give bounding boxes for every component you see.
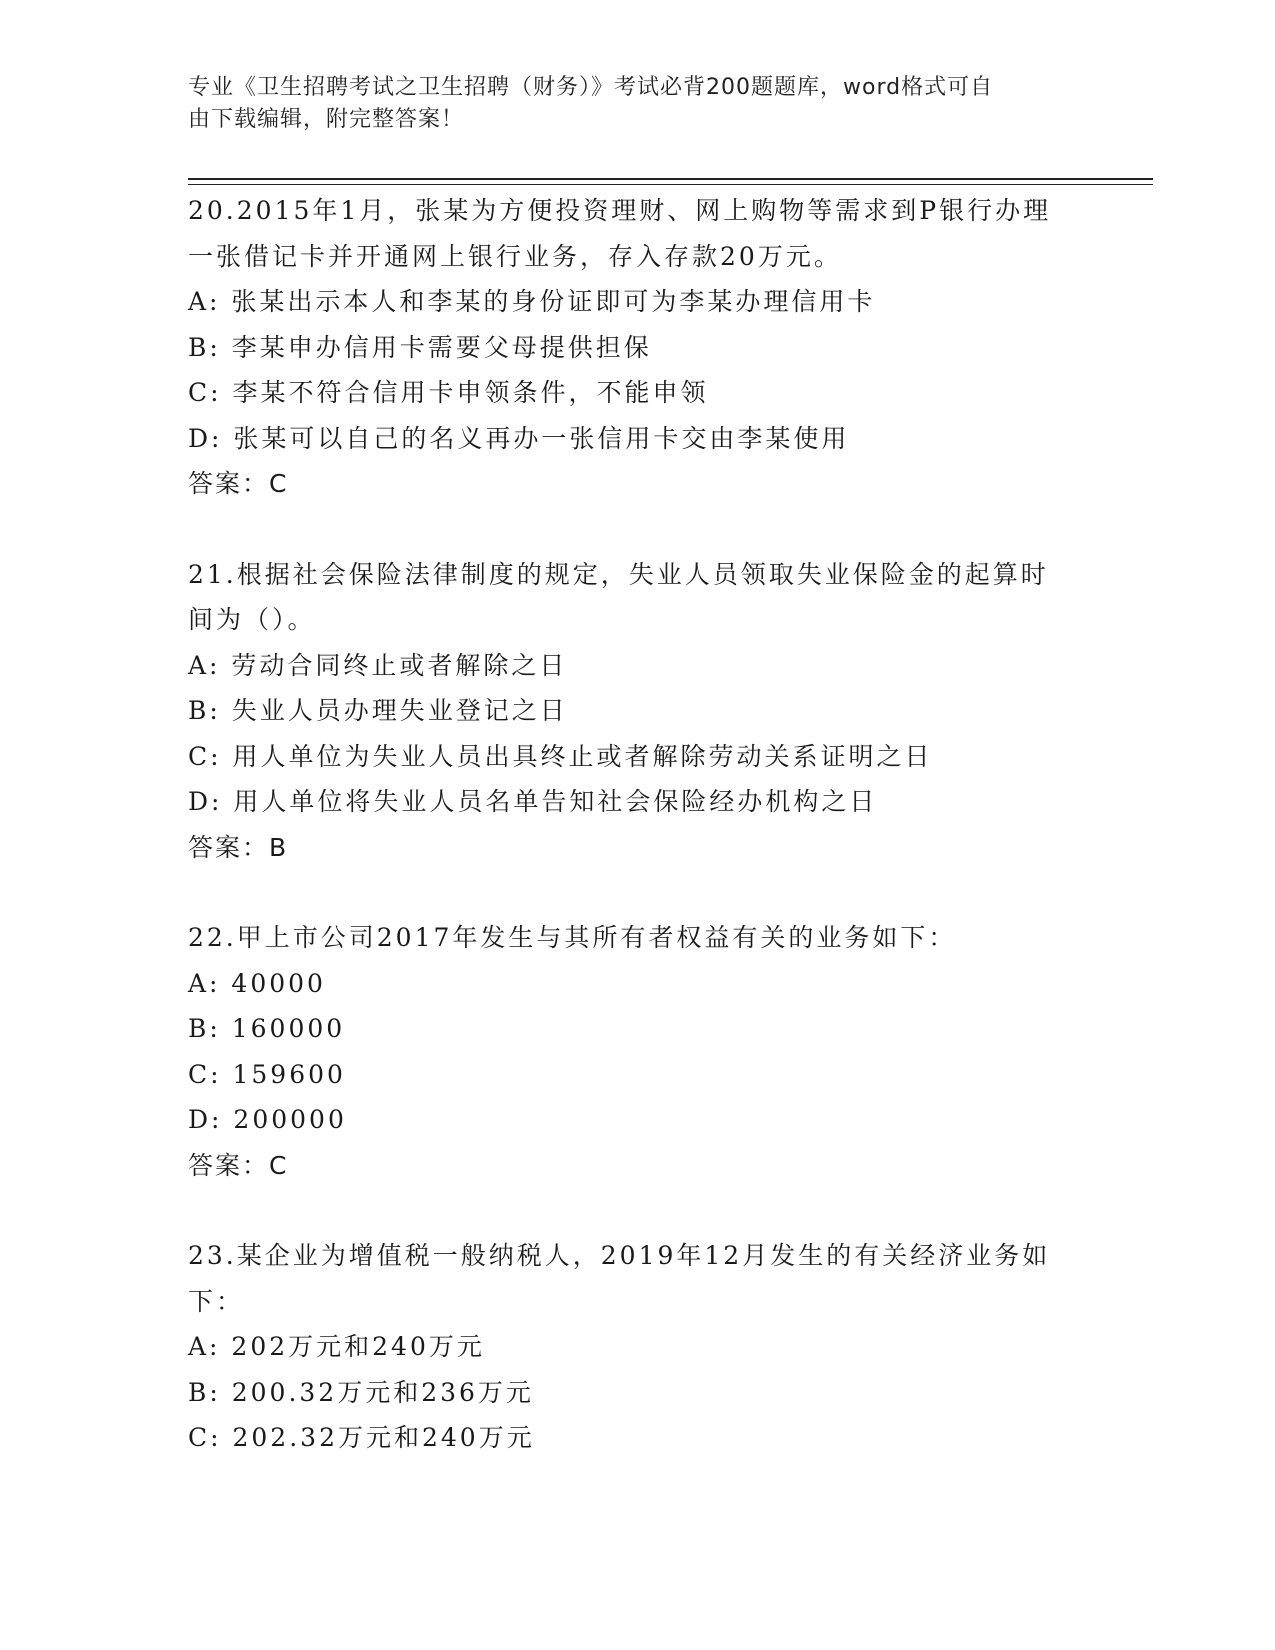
question-21 — [188, 552, 1088, 871]
question-stem-line: 20.2015年1月，张某为方便投资理财、网上购物等需求到P银行办理 — [188, 196, 1052, 225]
header-divider-thick — [188, 178, 1153, 180]
option-b: B: 160000 — [188, 1014, 346, 1043]
answer: 答案：B — [188, 832, 289, 862]
header-divider-thin — [188, 184, 1153, 185]
question-stem-line: 21.根据社会保险法律制度的规定，失业人员领取失业保险金的起算时 — [188, 559, 1049, 589]
option-a: A: 202万元和240万元 — [188, 1332, 485, 1361]
option-d: D: 200000 — [188, 1105, 347, 1134]
option-b: B: 失业人员办理失业登记之日 — [188, 696, 568, 725]
question-stem-line: 23.某企业为增值税一般纳税人，2019年12月发生的有关经济业务如 — [188, 1241, 1051, 1270]
header-line-1: 专业《卫生招聘考试之卫生招聘（财务）》考试必背200题题库，word格式可自 — [188, 75, 994, 100]
option-d: D: 张某可以自己的名义再办一张信用卡交由李某使用 — [188, 423, 850, 453]
document-header — [188, 72, 1068, 136]
option-c: C: 李某不符合信用卡申领条件，不能申领 — [188, 378, 709, 407]
header-line-2: 由下载编辑，附完整答案！ — [188, 107, 465, 132]
option-b: B: 李某申办信用卡需要父母提供担保 — [188, 332, 652, 362]
option-c: C: 用人单位为失业人员出具终止或者解除劳动关系证明之日 — [188, 741, 933, 771]
option-a: A: 张某出示本人和李某的身份证即可为李某办理信用卡 — [188, 287, 876, 316]
option-c: C: 159600 — [188, 1059, 346, 1089]
option-c: C: 202.32万元和240万元 — [188, 1423, 535, 1452]
question-20 — [188, 188, 1088, 507]
answer: 答案：C — [188, 1150, 289, 1180]
answer: 答案：C — [188, 469, 289, 498]
question-list — [188, 188, 1088, 1506]
question-23 — [188, 1233, 1088, 1461]
option-a: A: 劳动合同终止或者解除之日 — [188, 650, 568, 680]
option-d: D: 用人单位将失业人员名单告知社会保险经办机构之日 — [188, 787, 878, 816]
option-a: A: 40000 — [188, 968, 326, 998]
question-stem-line: 间为（）。 — [188, 605, 316, 634]
question-stem-line: 下： — [188, 1286, 245, 1316]
question-stem-line: 一张借记卡并开通网上银行业务，存入存款20万元。 — [188, 241, 842, 271]
question-22 — [188, 915, 1088, 1188]
question-stem-line: 22.甲上市公司2017年发生与其所有者权益有关的业务如下： — [188, 923, 957, 952]
option-b: B: 200.32万元和236万元 — [188, 1377, 534, 1407]
